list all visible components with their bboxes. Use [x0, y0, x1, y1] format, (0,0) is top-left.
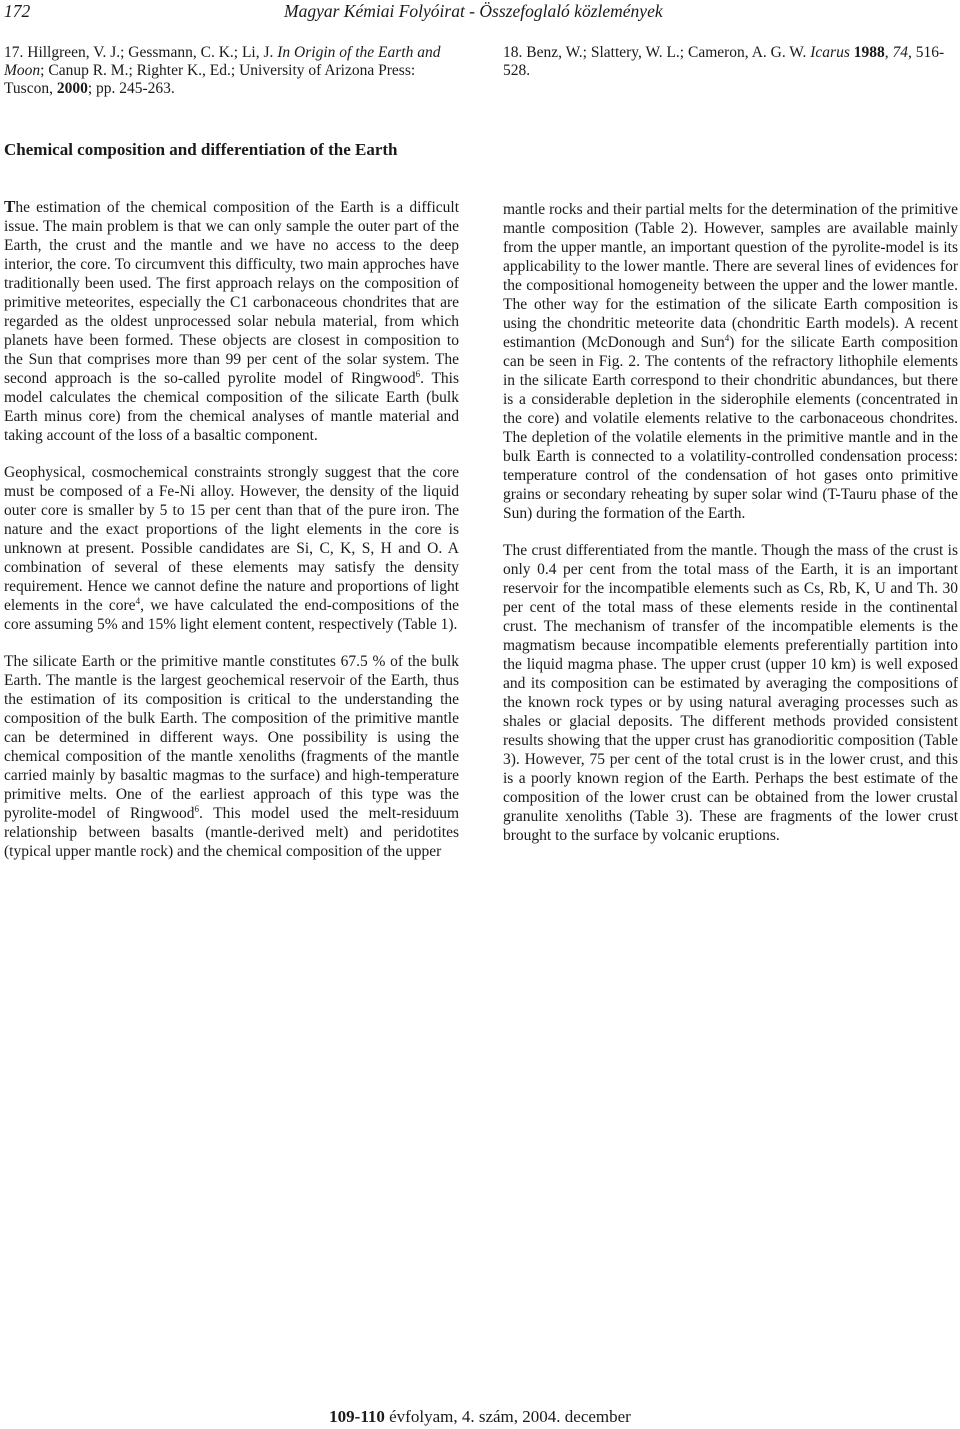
citation-superscript: 6	[415, 369, 421, 379]
ref17-publisher: ; Canup R. M.; Righter K., Ed.; University of Arizona Press: Tuscon,	[4, 62, 416, 97]
ref17-year: 2000	[56, 80, 88, 97]
ref17-authors: 17. Hillgreen, V. J.; Gessmann, C. K.; Li, J.	[4, 44, 278, 61]
section-title: Chemical composition and differentiation of the Earth	[4, 140, 398, 159]
citation-superscript: 6	[194, 804, 200, 814]
running-header	[0, 0, 960, 24]
ref18-volume: 74	[892, 44, 908, 61]
ref18-authors: 18. Benz, W.; Slattery, W. L.; Cameron, A. G. W.	[503, 44, 811, 61]
right-paragraph-2: The crust differentiated from the mantle. Though the mass of the crust is only 0.4 per cent from the total mass of the Earth, it is an important reservoir for the incompatible elements such as Cs, Rb, K, U and Th. 30 per cent of the total mass of these elements reside in the continental crust. The mechanism of transfer of the incompatible elements is the magmatism because incompatible elements preferentially partition into the liquid magma phase. The upper crust (upper 10 km) is well exposed and its composition can be estimated by averaging the compositions of the known rock types or by using natural averaging processes such as shales or glacial deposits. The different methods provided consistent results showing that the upper crust has granodioritic composition (Table 3). However, 75 per cent of the total crust is in the lower crust, and this is a poorly known region of the Earth. Perhaps the best estimate of the composition of the lower crust can be obtained from the lower crustal granulite xenoliths (Table 3). These are fragments of the lower crust brought to the surface by volcanic eruptions.	[503, 542, 958, 844]
initial-letter: T	[4, 197, 16, 216]
footer-issue	[0, 1406, 960, 1428]
ref17-title: In Origin of the Earth and Moon	[4, 44, 441, 79]
ref18-pages: , 516-528.	[503, 44, 945, 79]
footer-date: évfolyam, 4. szám, 2004. december	[384, 1407, 631, 1426]
right-paragraph-1: mantle rocks and their partial melts for the determination of the primitive mantle composition (Table 2). However, samples are available mainly from the upper mantle, an important question of the pyrolite-model is its applicability to the lower mantle. There are several lines of evidences for the compositional homogeneity between the upper and the lower mantle. The other way for the estimation of the silicate Earth composition is using the chondritic meteorite data (chondritic Earth models). A recent estimantion (McDonough and Sun$^4$) for the silicate Earth composition can be seen in Fig. 2. The contents of the refractory lithophile elements in the silicate Earth correspond to their chondritic abundances, but there is a considerable depletion in the siderophile elements (concentrated in the core) and volatile elements relative to the carbonaceous chondrites. The depletion of the volatile elements in the primitive mantle and in the bulk Earth is connected to a volatility-controlled condensation process: temperature control of the condensation of hot gases onto primitive grains or secondary reheating by super solar wind (T-Tauru phase of the Sun) during the formation of the Earth.	[503, 201, 958, 522]
journal-title: Magyar Kémiai Folyóirat - Összefoglaló közlemények	[284, 1, 663, 21]
ref17-pages: ; pp. 245-263.	[87, 80, 175, 97]
left-paragraph-3: The silicate Earth or the primitive mantle constitutes 67.5 % of the bulk Earth. The mantle is the largest geochemical reservoir of the Earth, thus the estimation of its composition is critical to the understanding the composition of the bulk Earth. The composition of the primitive mantle can be determined in different ways. One possibility is using the chemical composition of the mantle xenoliths (fragments of the mantle carried mainly by basaltic magmas to the surface) and high-temperature primitive melts. One of the earliest approach of this type was the pyrolite-model of Ringwood$^6$. This model used the melt-residuum relationship between basalts (mantle-derived melt) and peridotites (typical upper mantle rock) and the chemical composition of the upper	[4, 653, 459, 860]
ref18-year: 1988	[853, 44, 885, 61]
reference-18: 18. Benz, W.; Slattery, W. L.; Cameron, A. G. W. Icarus 1988, 74, 516-528.	[503, 44, 945, 79]
reference-17	[4, 44, 460, 98]
left-paragraph-1: The estimation of the chemical composition of the Earth is a difficult issue. The main problem is that we can only sample the outer part of the Earth, the crust and the mantle and we have no access to the deep interior, the core. To circumvent this difficulty, two main approches have traditionally been used. The first approach relays on the composition of primitive meteorites, especially the C1 carbonaceous chondrites that are regarded as the oldest unprocessed solar nebula material, from which planets have been formed. These objects are closest in composition to the Sun that comprises more than 99 per cent of the solar system. The second approach is the so-called pyrolite model of Ringwood$^6$. This model calculates the chemical composition of the silicate Earth (bulk Earth minus core) from the chemical analyses of mantle material and taking account of the loss of a basaltic component.	[4, 197, 460, 444]
ref18-journal: Icarus	[810, 44, 850, 61]
left-paragraph-2: Geophysical, cosmochemical constraints strongly suggest that the core must be composed of a Fe-Ni alloy. However, the density of the liquid outer core is smaller by 5 to 15 per cent than that of the pure iron. The nature and the exact proportions of the light elements in the core is unknown at present. Possible candidates are Si, C, K, S, H and O. A combination of several of these elements may satisfy the density requirement. Hence we cannot define the nature and proportions of light elements in the core$^4$, we have calculated the end-compositions of the core assuming 5% and 15% light element content, respectively (Table 1).	[4, 464, 459, 633]
citation-superscript: 4	[724, 333, 730, 343]
footer-volume: 109-110	[329, 1407, 385, 1426]
page-number: 172	[4, 1, 31, 21]
right-column	[503, 200, 958, 863]
citation-superscript: 4	[135, 596, 141, 606]
left-column	[4, 197, 459, 879]
